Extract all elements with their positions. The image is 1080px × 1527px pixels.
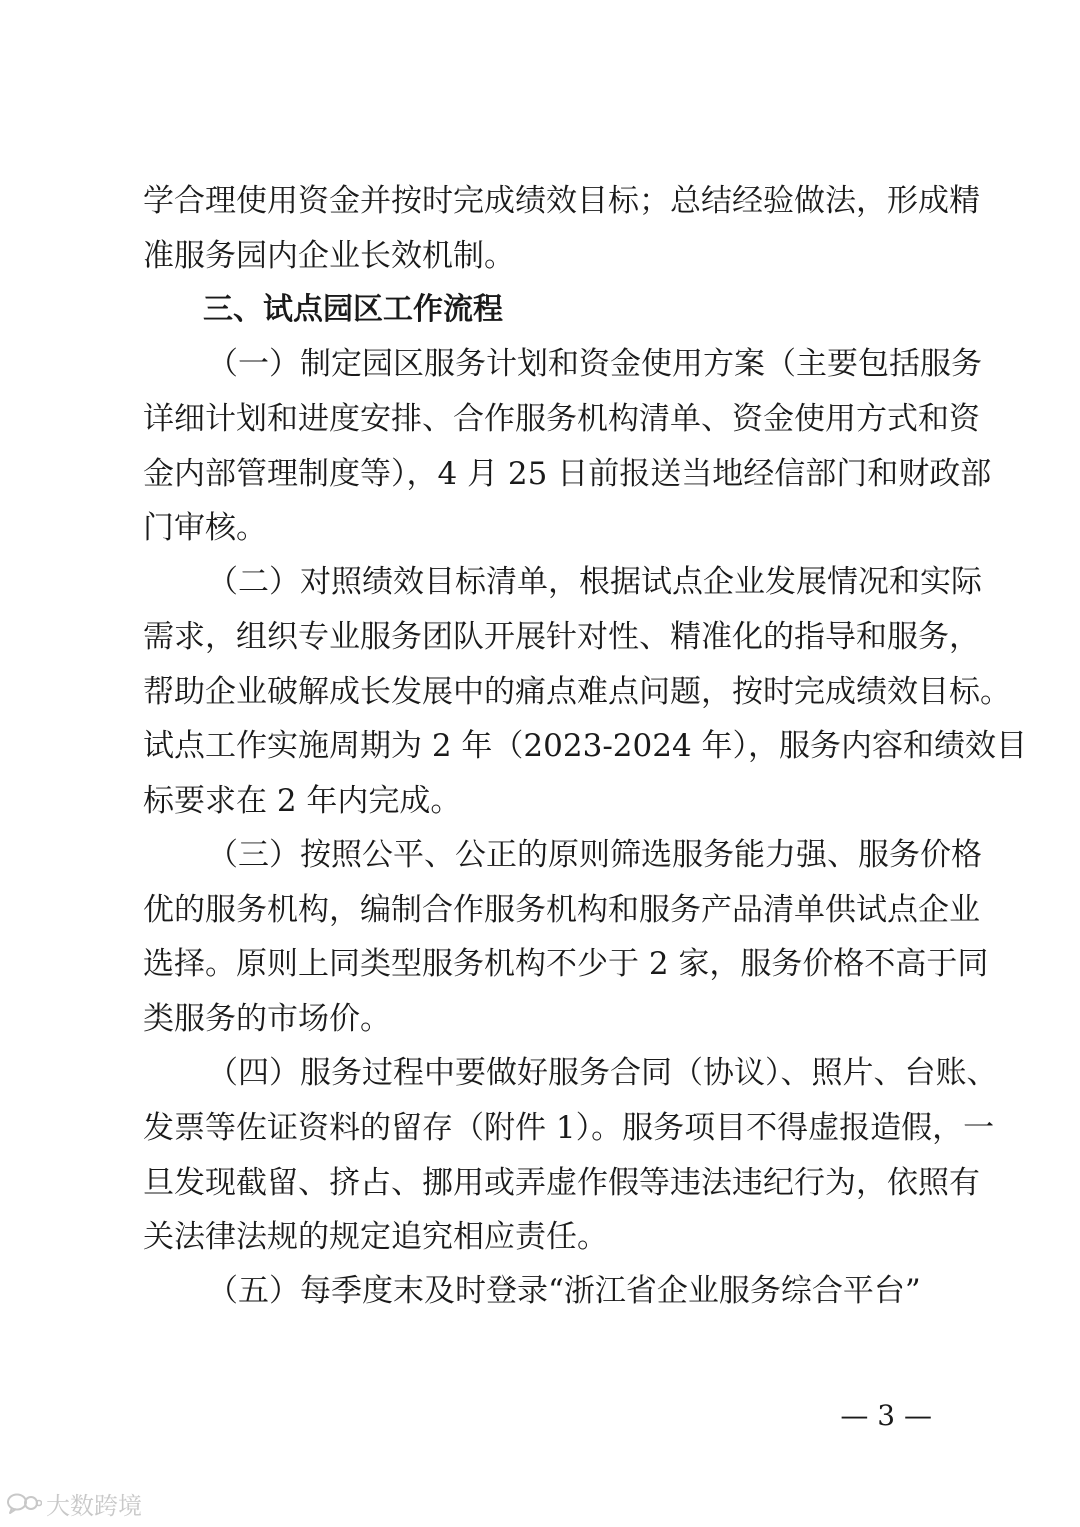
bubble-logo-icon [6, 1491, 42, 1515]
watermark [6, 1486, 142, 1520]
page-number: — 3 — [840, 1399, 932, 1432]
paragraph-line: 准服务园内企业长效机制。 [143, 238, 515, 274]
paragraph-line: 标要求在 2 年内完成。 [143, 783, 462, 819]
paragraph-line: 详细计划和进度安排、合作服务机构清单、资金使用方式和资 [143, 401, 980, 437]
paragraph-line: 帮助企业破解成长发展中的痛点难点问题，按时完成绩效目标。 [143, 674, 1011, 710]
paragraph-line: 门审核。 [143, 510, 267, 546]
paragraph-line: （五）每季度末及时登录“浙江省企业服务综合平台” [207, 1273, 921, 1309]
paragraph-line: 学合理使用资金并按时完成绩效目标；总结经验做法，形成精 [143, 183, 980, 219]
paragraph-line: 需求，组织专业服务团队开展针对性、精准化的指导和服务， [143, 619, 980, 655]
section-heading: 三、试点园区工作流程 [203, 292, 503, 327]
paragraph-line: 选择。原则上同类型服务机构不少于 2 家，服务价格不高于同 [143, 946, 989, 982]
watermark-text: 大数跨境 [46, 1491, 142, 1520]
paragraph-line: （二）对照绩效目标清单，根据试点企业发展情况和实际 [207, 564, 982, 600]
paragraph-line: 优的服务机构，编制合作服务机构和服务产品清单供试点企业 [143, 892, 980, 928]
paragraph-line: 类服务的市场价。 [143, 1001, 391, 1037]
paragraph-line: （四）服务过程中要做好服务合同（协议）、照片、台账、 [207, 1055, 998, 1091]
paragraph-line: 关法律法规的规定追究相应责任。 [143, 1219, 608, 1255]
paragraph-line: 发票等佐证资料的留存（附件 1）。服务项目不得虚报造假，一 [143, 1110, 995, 1146]
paragraph-line: 试点工作实施周期为 2 年（2023-2024 年），服务内容和绩效目 [143, 728, 1028, 764]
paragraph-line: （一）制定园区服务计划和资金使用方案（主要包括服务 [207, 346, 982, 382]
paragraph-line: 旦发现截留、挤占、挪用或弄虚作假等违法违纪行为，依照有 [143, 1165, 980, 1201]
paragraph-line: 金内部管理制度等），4 月 25 日前报送当地经信部门和财政部 [143, 456, 992, 492]
paragraph-line: （三）按照公平、公正的原则筛选服务能力强、服务价格 [207, 837, 982, 873]
